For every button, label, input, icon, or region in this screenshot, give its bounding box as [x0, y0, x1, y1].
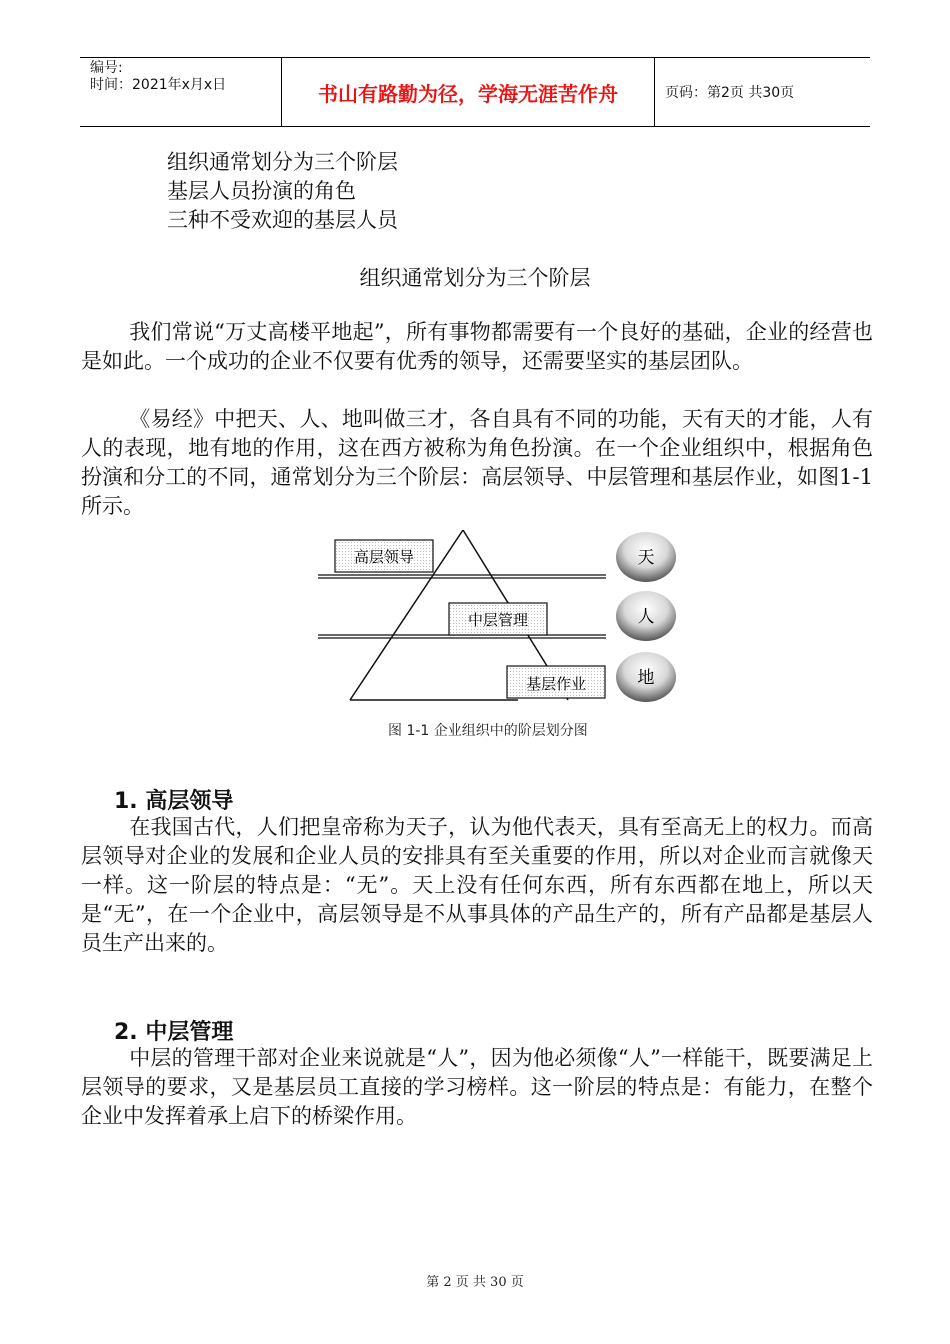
section-body	[81, 1044, 873, 1131]
hierarchy-diagram	[318, 530, 690, 745]
circle-label-human: 人	[637, 607, 655, 627]
section-body-text: 中层的管理干部对企业来说就是“人”，因为他必须像“人”一样能干，既要满足上层领导的要求，又是基层员工直接的学习榜样。这一阶层的特点是：有能力，在整个企业中发挥着承上启下的桥梁作用。	[81, 1046, 873, 1128]
circle-heaven	[616, 532, 676, 582]
toc-item: 基层人员扮演的角色	[167, 179, 356, 203]
circle-label-heaven: 天	[637, 548, 655, 568]
header-number-label: 编号:	[90, 60, 123, 76]
toc-item: 组织通常划分为三个阶层	[167, 150, 398, 174]
header-motto: 书山有路勤为径，学海无涯苦作舟	[282, 58, 655, 126]
level-label-top: 高层领导	[353, 548, 415, 566]
section-title: 组织通常划分为三个阶层	[359, 266, 591, 290]
header-page-info: 页码：第2页 共30页	[665, 85, 795, 101]
figure-caption: 图 1-1 企业组织中的阶层划分图	[388, 723, 588, 739]
level-box-top	[335, 540, 433, 572]
intro-paragraph-text: 我们常说“万丈高楼平地起”，所有事物都需要有一个良好的基础，企业的经营也是如此。一个成功的企业不仅要有优秀的领导，还需要坚实的基层团队。	[81, 320, 873, 373]
circle-earth	[616, 652, 676, 702]
intro-paragraph	[81, 405, 873, 521]
header-meta	[80, 58, 282, 126]
section-body-text: 在我国古代，人们把皇帝称为天子，认为他代表天，具有至高无上的权力。而高层领导对企业的发展和企业人员的安排具有至关重要的作用，所以对企业而言就像天一样。这一阶层的特点是：“无”。天上没有任何东西，所有东西都在地上，所以天是“无”，在一个企业中，高层领导是不从事具体的产品生产的，所有产品都是基层人员生产出来的。	[81, 815, 873, 955]
circle-human	[616, 591, 676, 641]
page-footer: 第 2 页 共 30 页	[426, 1275, 524, 1290]
table-of-contents	[167, 148, 398, 235]
page-header	[80, 57, 870, 127]
level-box-middle	[449, 603, 547, 635]
intro-paragraph	[81, 318, 873, 376]
intro-paragraph-text: 《易经》中把天、人、地叫做三才，各自具有不同的功能，天有天的才能，人有人的表现，地有地的作用，这在西方被称为角色扮演。在一个企业组织中，根据角色扮演和分工的不同，通常划分为三个阶层：高层领导、中层管理和基层作业，如图1-1所示。	[81, 407, 873, 518]
toc-item: 三种不受欢迎的基层人员	[167, 208, 398, 232]
section-body	[81, 813, 873, 958]
level-label-middle: 中层管理	[467, 611, 529, 629]
hierarchy-figure	[318, 530, 690, 745]
circle-label-earth: 地	[637, 668, 655, 688]
level-label-bottom: 基层作业	[525, 675, 587, 693]
section-heading: 2. 中层管理	[114, 1020, 234, 1045]
level-box-bottom	[507, 666, 605, 698]
section-heading: 1. 高层领导	[114, 789, 234, 814]
header-date-label: 时间：2021年x月x日	[90, 77, 227, 93]
